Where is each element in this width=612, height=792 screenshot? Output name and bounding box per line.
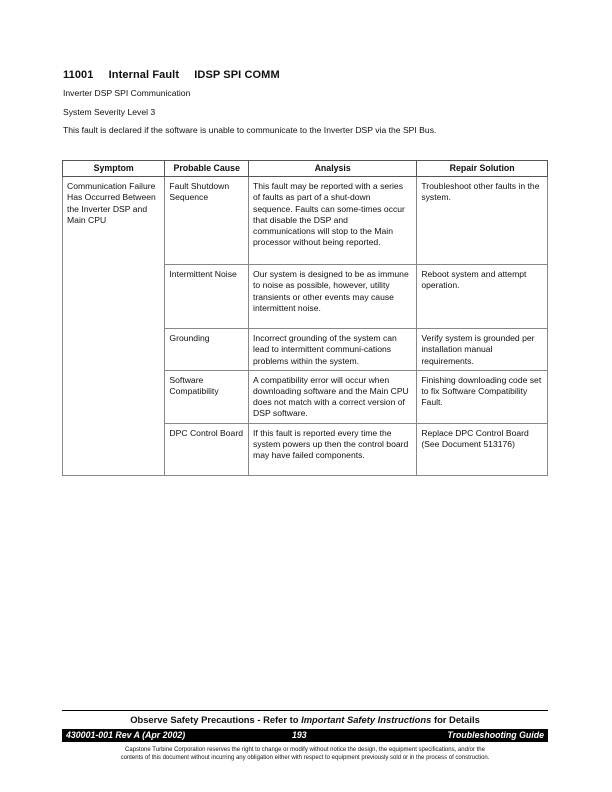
solution-cell: Troubleshoot other faults in the system. bbox=[417, 177, 548, 265]
disclaimer-line-2: contents of this document without incurring any obligation either with respect to equipment previously sold or in the process of construction. bbox=[120, 755, 490, 761]
analysis-cell: Incorrect grounding of the system can lead to intermittent communi-cations problems within the system. bbox=[249, 329, 417, 371]
table-header-row bbox=[63, 161, 548, 177]
safety-notice bbox=[62, 714, 548, 725]
solution-cell: Reboot system and attempt operation. bbox=[417, 265, 548, 329]
header-analysis: Analysis bbox=[249, 161, 417, 177]
solution-cell: Verify system is grounded per installation manual requirements. bbox=[417, 329, 548, 371]
footer-bar bbox=[62, 729, 548, 742]
cause-cell: Fault Shutdown Sequence bbox=[165, 177, 249, 265]
cause-cell: Software Compatibility bbox=[165, 370, 249, 423]
disclaimer-line-1: Capstone Turbine Corporation reserves the right to change or modify without notice the design, the equipment specifications, and/or the bbox=[125, 747, 485, 753]
table-row bbox=[63, 177, 548, 265]
safety-reference: Important Safety Instructions bbox=[301, 714, 432, 725]
analysis-cell: Our system is designed to be as immune to noise as possible, however, utility transients or other events may cause intermittent noise. bbox=[249, 265, 417, 329]
fault-name: Internal Fault bbox=[108, 69, 180, 81]
solution-cell: Finishing downloading code set to fix Software Compatibility Fault. bbox=[417, 370, 548, 423]
fault-code: 11001 bbox=[63, 69, 94, 81]
document-revision: 430001-001 Rev A (Apr 2002) bbox=[66, 730, 186, 740]
header-probable-cause: Probable Cause bbox=[165, 161, 249, 177]
fault-description: This fault is declared if the software is unable to communicate to the Inverter DSP via the SPI Bus. bbox=[63, 125, 437, 135]
solution-cell: Replace DPC Control Board (See Document 513176) bbox=[417, 423, 548, 475]
fault-subtitle: Inverter DSP SPI Communication bbox=[63, 88, 191, 98]
troubleshooting-table bbox=[62, 160, 548, 476]
fault-heading bbox=[63, 69, 292, 81]
analysis-cell: A compatibility error will occur when downloading software and the Main CPU does not match with a correct version of DSP software. bbox=[249, 370, 417, 423]
header-symptom: Symptom bbox=[63, 161, 165, 177]
footer-divider bbox=[62, 710, 548, 711]
page-number: 193 bbox=[292, 730, 307, 740]
cause-cell: DPC Control Board bbox=[165, 423, 249, 475]
analysis-cell: This fault may be reported with a series of faults as part of a shut-down sequence. Faults can some-times occur that disable the DSP and communications will stop to the Main processor without being reported. bbox=[249, 177, 417, 265]
fault-id: IDSP SPI COMM bbox=[194, 69, 280, 81]
severity-level: System Severity Level 3 bbox=[63, 107, 156, 117]
symptom-cell: Communication Failure Has Occurred Between the Inverter DSP and Main CPU bbox=[63, 177, 165, 475]
guide-title: Troubleshooting Guide bbox=[447, 730, 544, 740]
cause-cell: Intermittent Noise bbox=[165, 265, 249, 329]
safety-suffix: for Details bbox=[431, 714, 480, 725]
legal-disclaimer bbox=[62, 746, 548, 762]
analysis-cell: If this fault is reported every time the system powers up then the control board may have failed components. bbox=[249, 423, 417, 475]
header-repair-solution: Repair Solution bbox=[417, 161, 548, 177]
cause-cell: Grounding bbox=[165, 329, 249, 371]
safety-prefix: Observe Safety Precautions - Refer to bbox=[130, 714, 302, 725]
